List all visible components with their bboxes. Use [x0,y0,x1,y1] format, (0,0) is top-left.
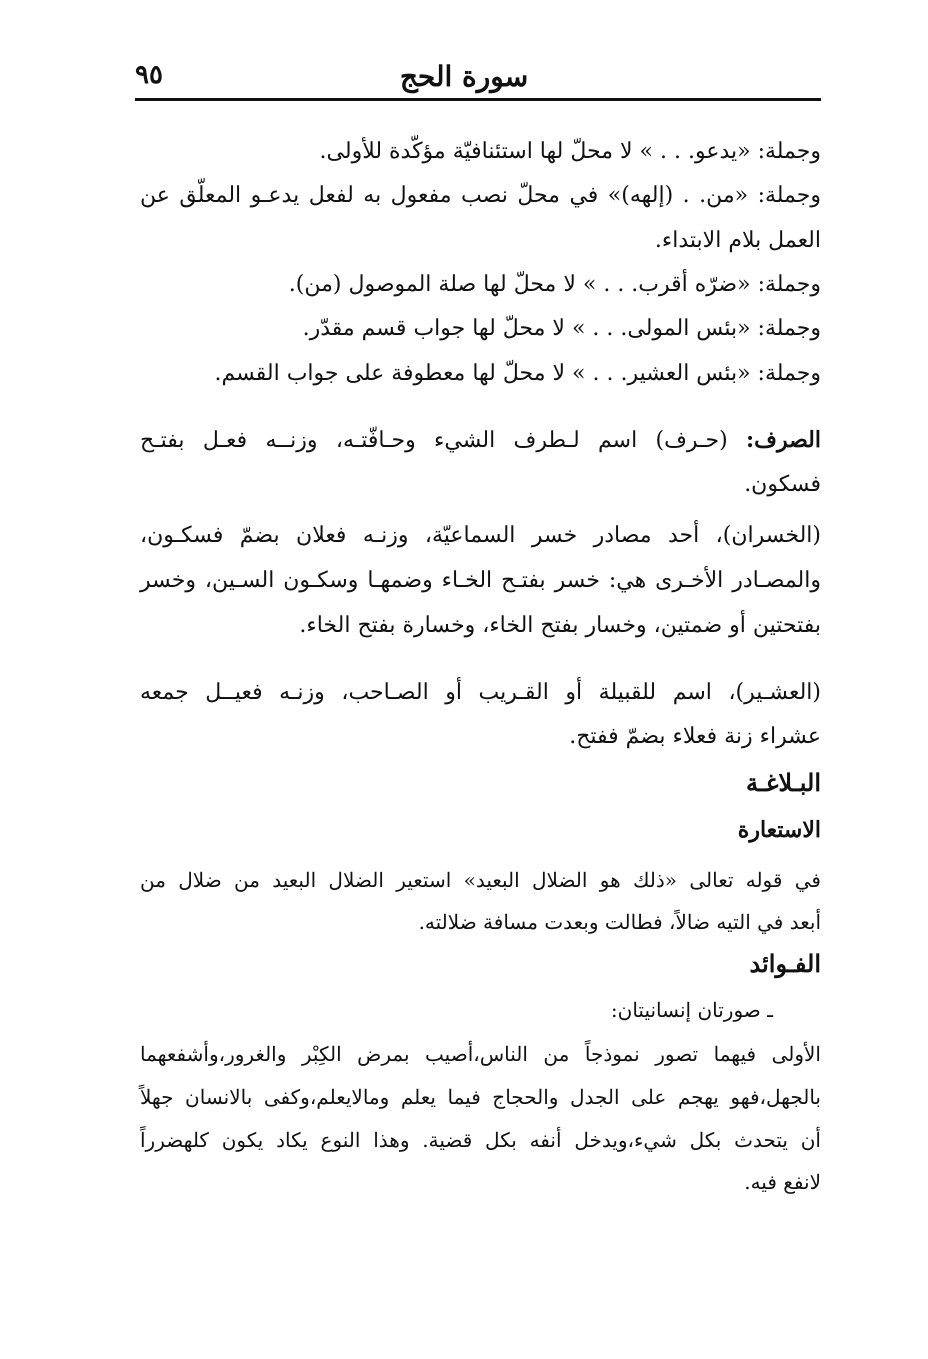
fawaid-line: أن يتحدث بكل شيء،ويدخل أنفه بكل قضية. وهذا النوع يكاد يكون كلهضرراً [140,1128,821,1152]
balagha-line: في قوله تعالى «ذلك هو الضلال البعيد» استعير الضلال البعيد من ضلال من [140,868,821,892]
sarf-line: فسكون. [744,472,821,497]
irab-line: العمل بلام الابتداء. [654,228,821,253]
fawaid-heading: الفـوائد [749,949,821,978]
fawaid-line: الأولى فيهما تصور نموذجاً من الناس،أصيب بمرض الكِبْر والغرور،وأشفعهما [140,1042,821,1066]
sarf-label: الصرف: [746,427,821,453]
sarf-line: (الخسران)، أحد مصادر خسر السماعيّة، وزنـه فعلان بضمّ فسكـون، [140,523,821,548]
page-title: سورة الحج [399,60,529,93]
sarf-text: (حـرف) اسم لـطرف الشيء وحـافّتـه، وزنــه فعـل بفتـح [140,428,728,453]
irab-line: وجملة: «بئس المولى. . . » لا محلّ لها جواب قسم مقدّر. [302,316,821,341]
balagha-heading: البـلاغـة [745,768,821,797]
fawaid-subheading: ـ صورتان إنسانيتان: [610,998,773,1022]
page-number: ٩٥ [135,60,163,90]
fawaid-line: بالجهل،فهو يهجم على الجدل والحجاج فيما يعلم ومالايعلم،وكفى بالانسان جهلاً [140,1085,821,1109]
sarf-line: بفتحتين أو ضمتين، وخسار بفتح الخاء، وخسارة بفتح الخاء. [299,613,821,638]
irab-line: وجملة: «من. . (إلهه)» في محلّ نصب مفعول به لفعل يدعـو المعلّق عن [140,183,821,208]
sarf-line: (العشـير)، اسم للقبيلة أو القـريب أو الصـاحب، وزنـه فعيــل جمعه [140,680,821,705]
balagha-line: أبعد في التيه ضالاً، فطالت وبعدت مسافة ضلالته. [418,910,821,934]
fawaid-line: لانفع فيه. [744,1170,821,1194]
header-rule [135,98,821,101]
irab-line: وجملة: «يدعو. . . » لا محلّ لها استئنافيّة مؤكّدة للأولى. [319,139,821,164]
irab-line: وجملة: «ضرّه أقرب. . . » لا محلّ لها صلة الموصول (من). [288,272,821,297]
irab-line: وجملة: «بئس العشير. . . » لا محلّ لها معطوفة على جواب القسم. [214,361,821,386]
sarf-line: والمصـادر الأخـرى هي: خسر بفتـح الخـاء وضمهـا وسكـون السـين، وخسر [140,568,821,593]
balagha-subheading: الاستعارة [737,817,821,843]
sarf-line [140,420,821,461]
sarf-line: عشراء زنة فعلاء بضمّ ففتح. [569,724,821,749]
